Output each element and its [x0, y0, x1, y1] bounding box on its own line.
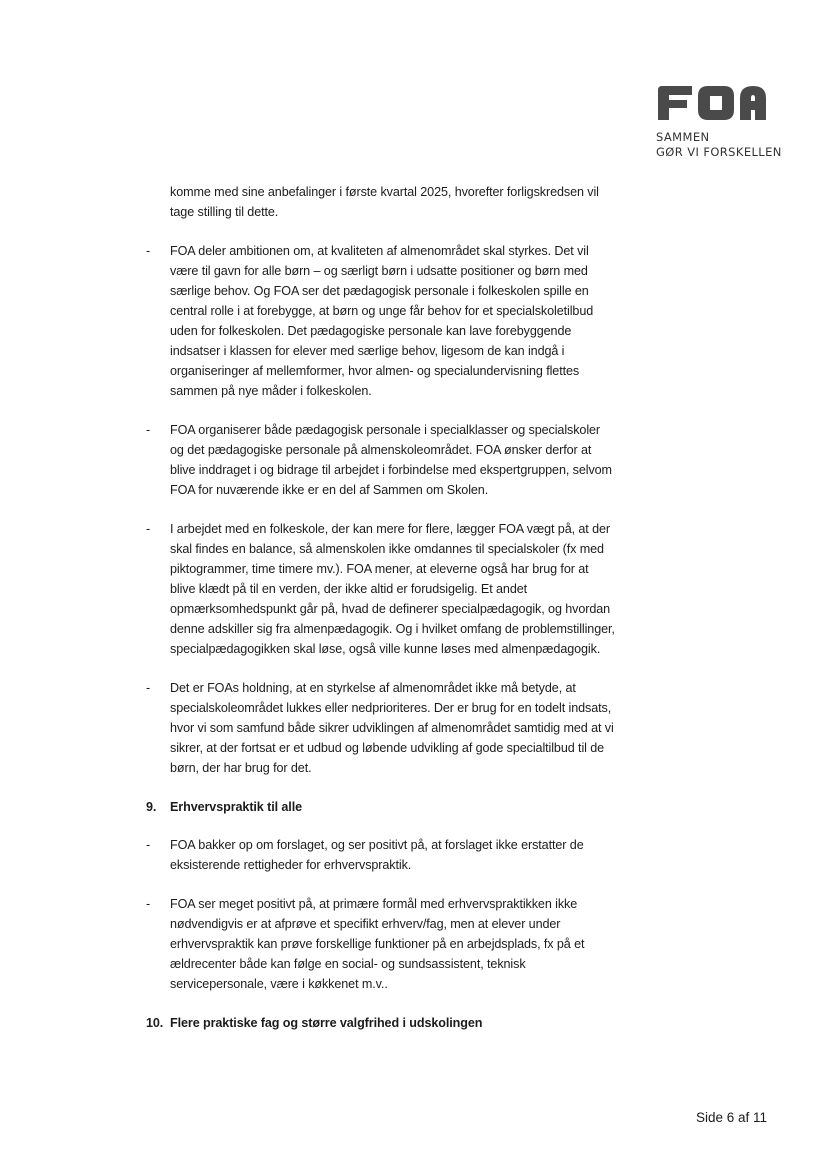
intro-paragraph: komme med sine anbefalinger i første kvartal 2025, hvorefter forligskredsen vil tage stilling til dette. [170, 185, 599, 219]
bullet-item [146, 241, 616, 401]
bullet-text: FOA deler ambitionen om, at kvaliteten af almenområdet skal styrkes. Det vil være til gavn for alle børn – og særligt børn i udsatte positioner og børn med særlige behov. Og FOA ser det pædagogisk personale i folkeskolen spille en central rolle i at forebygge, at børn og unge får behov for et specialskoletilbud uden for folkeskolen. Det pædagogiske personale kan lave forebyggende indsatser i klassen for elever med særlige behov, ligesom de kan indgå i organiseringer af mellemformer, hvor almen- og specialundervisning flettes sammen på nye måder i folkeskolen. [170, 244, 594, 398]
bullet-text: I arbejdet med en folkeskole, der kan mere for flere, lægger FOA vægt på, at der skal findes en balance, så almenskolen ikke omdannes til specialskoler (fx med piktogrammer, time timere mv.). FOA mener, at eleverne også har brug for at blive klædt på til en verden, der ikke altid er forudsigelig. Et andet opmærksomhedspunkt går på, hvad de definerer specialpædagogik, og hvordan denne adskiller sig fra almenpædagogik. Og i hvilket omfang de problemstillinger, specialpædagogikken skal løse, også ville kunne løses med almenpædagogik. [170, 522, 615, 656]
bullet-dash: - [146, 244, 151, 258]
section-heading-10 [146, 1013, 616, 1033]
section-heading-9 [146, 797, 616, 817]
bullet-text: FOA bakker op om forslaget, og ser positivt på, at forslaget ikke erstatter de eksisterende rettigheder for erhvervspraktik. [170, 838, 584, 872]
page-number: Side 6 af 11 [696, 1110, 768, 1125]
bullet-text: FOA organiserer både pædagogisk personale i specialklasser og specialskoler og det pædagogiske personale på almenskoleområdet. FOA ønsker derfor at blive inddraget i og bidrage til arbejdet i forbindelse med ekspertgruppen, selvom FOA for nuværende ikke er en del af Sammen om Skolen. [170, 423, 612, 497]
section-number: 10. [146, 1016, 164, 1030]
document-body [146, 182, 616, 1051]
bullet-dash: - [146, 423, 151, 437]
bullet-item [146, 894, 616, 994]
bullet-text: Det er FOAs holdning, at en styrkelse af almenområdet ikke må betyde, at specialskoleområdet lukkes eller nedprioriteres. Der er brug for en todelt indsats, hvor vi som samfund både sikrer udviklingen af almenområdet samtidig med at vi sikrer, at der fortsat er et udbud og løbende udvikling af gode specialtilbud til de børn, der har brug for det. [170, 681, 614, 775]
bullet-dash: - [146, 838, 151, 852]
bullet-dash: - [146, 522, 151, 536]
bullet-item [146, 835, 616, 875]
bullet-text: FOA ser meget positivt på, at primære formål med erhvervspraktikken ikke nødvendigvis er at afprøve et specifikt erhverv/fag, men at elever under erhvervspraktik kan prøve forskellige funktioner på en arbejdsplads, fx på et ældrecenter både kan følge en social- og sundsassistent, teknisk servicepersonale, være i køkkenet m.v.. [170, 897, 585, 991]
tagline-line-1: SAMMEN [656, 130, 710, 144]
section-number: 9. [146, 800, 157, 814]
bullet-item [146, 420, 616, 500]
foa-logo-mark [656, 84, 772, 122]
tagline-line-2: GØR VI FORSKELLEN [656, 145, 782, 159]
bullet-dash: - [146, 897, 151, 911]
bullet-item [146, 519, 616, 659]
bullet-dash: - [146, 681, 151, 695]
section-title: Erhvervspraktik til alle [170, 800, 303, 814]
section-title: Flere praktiske fag og større valgfrihed i udskolingen [170, 1016, 483, 1030]
foa-logo [656, 84, 782, 160]
bullet-item [146, 678, 616, 778]
